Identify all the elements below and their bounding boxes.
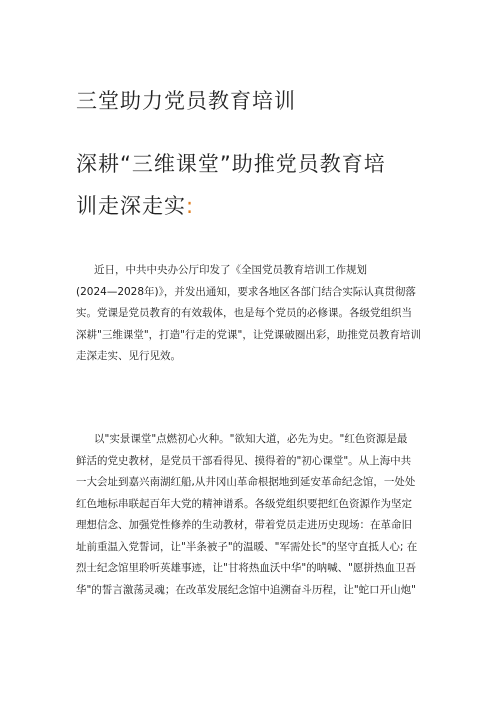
paragraph-line: 址前重温入党誓词，让"半条被子"的温暖、"军需处长"的坚守直抵人心; 在	[76, 540, 418, 553]
paragraph-line: 深耕"三维课堂"，打造"行走的党课"，让党课破圈出彩，助推党员教育培训	[76, 328, 421, 341]
paragraph-line: 实。党课是党员教育的有效载体，也是每个党员的必修课。各级党组织当	[76, 307, 412, 319]
paragraph-2	[76, 429, 432, 601]
document-title: 三堂助力党员教育培训	[76, 89, 296, 113]
paragraph-line: 红色地标串联起百年大党的精神谱系。各级党组织要把红色资源作为坚定	[76, 497, 412, 510]
paragraph-line: 鲜活的党史教材，是党员干部看得见、摸得着的"初心课堂"。从上海中共	[76, 454, 412, 467]
document-subtitle	[76, 143, 436, 227]
subtitle-line-2: 训走深走实	[76, 194, 186, 218]
paragraph-line: 一大会址到嘉兴南湖红船,从井冈山革命根据地到延安革命纪念馆，一处处	[76, 476, 416, 488]
paragraph-line: 华"的誓言激荡灵魂；在改革发展纪念馆中追溯奋斗历程，让"蛇口开山炮"	[76, 583, 416, 596]
subtitle-colon: :	[186, 194, 195, 218]
paragraph-line: 理想信念、加强党性修养的生动教材，带着党员走进历史现场：在革命旧	[76, 519, 412, 531]
paragraph-line: 近日，中共中央办公厅印发了《全国党员教育培训工作规划	[94, 264, 367, 276]
paragraph-line: 走深走实、见行见效。	[76, 350, 181, 362]
paragraph-1	[76, 260, 432, 368]
paragraph-line: (2024—2028年)》，并发出通知，要求各地区各部门结合实际认真贯彻落	[76, 285, 416, 298]
paragraph-line: 烈士纪念馆里聆听英雄事迹，让"甘将热血沃中华"的呐喊、"愿拼热血卫吾	[76, 562, 416, 574]
paragraph-line: 以"实景课堂"点燃初心火种。"欲知大道，必先为史。"红色资源是最	[94, 433, 408, 445]
subtitle-line-1: 深耕“三维课堂”助推党员教育培	[76, 152, 386, 176]
